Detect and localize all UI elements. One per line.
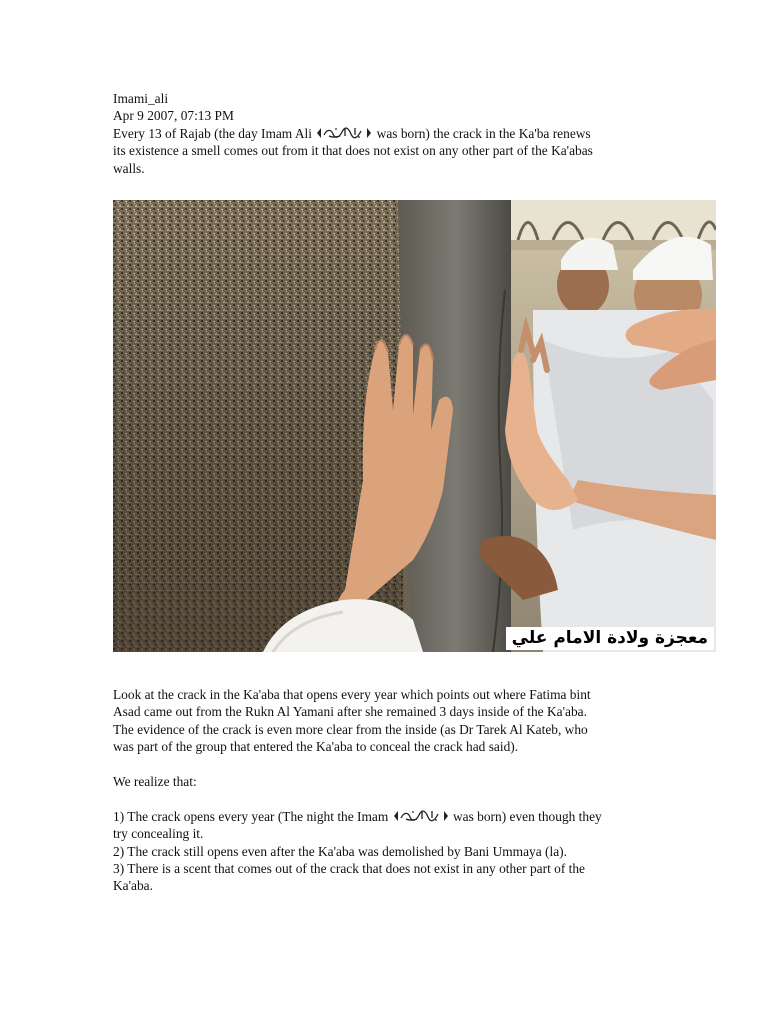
para1-line-4: was part of the group that entered the Ka'aba to conceal the crack had said). xyxy=(113,739,519,755)
point-1-cont: try concealing it. xyxy=(113,826,204,842)
honorific-calligraphy-icon xyxy=(315,125,373,140)
point-3: 3) There is a scent that comes out of the crack that does not exist in any other part of the xyxy=(113,861,585,877)
point-2: 2) The crack still opens even after the Ka'aba was demolished by Bani Ummaya (la). xyxy=(113,843,567,859)
photo-caption: معجزة ولادة الامام علي xyxy=(506,627,714,650)
intro-line-3: walls. xyxy=(113,160,145,176)
post-header xyxy=(113,90,658,177)
photo-illustration xyxy=(113,200,716,652)
honorific-calligraphy-icon xyxy=(392,808,450,823)
para1-line-2: Asad came out from the Rukn Al Yamani after she remained 3 days inside of the Ka'aba. xyxy=(113,704,587,720)
kaaba-crack-photo xyxy=(113,200,716,652)
post-author: Imami_ali xyxy=(113,91,169,106)
post-date: Apr 9 2007, 07:13 PM xyxy=(113,108,234,124)
post-body xyxy=(113,686,673,895)
para1-line-3: The evidence of the crack is even more clear from the inside (as Dr Tarek Al Kateb, who xyxy=(113,721,588,737)
realize-heading: We realize that: xyxy=(113,774,197,790)
intro-line-1: Every 13 of Rajab (the day Imam Ali was born) the crack in the Ka'ba renews xyxy=(113,125,591,141)
point-1: 1) The crack opens every year (The night the Imam was born) even though they xyxy=(113,808,602,824)
intro-line-2: its existence a smell comes out from it that does not exist on any other part of the Ka'abas xyxy=(113,143,593,159)
point-3-cont: Ka'aba. xyxy=(113,878,153,894)
para1-line-1: Look at the crack in the Ka'aba that opens every year which points out where Fatima bint xyxy=(113,687,591,702)
